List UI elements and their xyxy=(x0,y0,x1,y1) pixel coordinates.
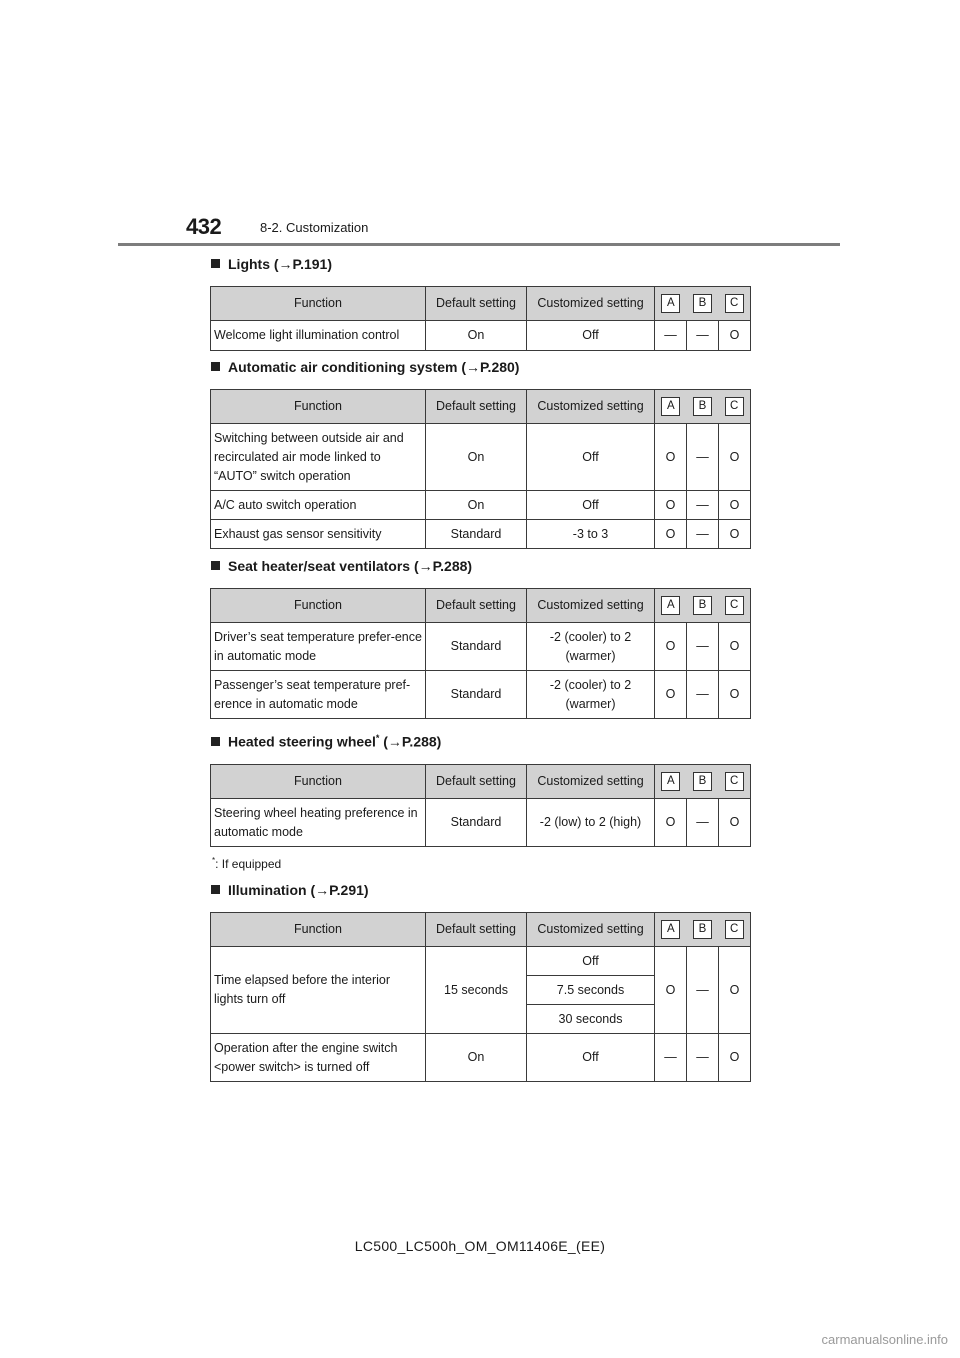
col-default: Default setting xyxy=(426,287,527,321)
cell-a: — xyxy=(655,321,687,351)
cell-function: Driver’s seat temperature prefer-ence in automatic mode xyxy=(211,623,426,671)
bullet-square-icon xyxy=(211,885,220,894)
cell-c: O xyxy=(719,1034,751,1082)
cell-customized: -3 to 3 xyxy=(527,520,655,549)
bullet-square-icon xyxy=(211,259,220,268)
cell-function: A/C auto switch operation xyxy=(211,491,426,520)
cell-customized-option: 30 seconds xyxy=(527,1005,655,1034)
table-row xyxy=(211,321,751,351)
table-row xyxy=(211,1034,751,1082)
cell-c: O xyxy=(719,671,751,719)
table-row xyxy=(211,947,751,976)
col-customized: Customized setting xyxy=(527,589,655,623)
cell-customized: Off xyxy=(527,1034,655,1082)
cell-function: Welcome light illumination control xyxy=(211,321,426,351)
letter-b-icon: B xyxy=(693,294,712,313)
cell-default: Standard xyxy=(426,671,527,719)
col-function: Function xyxy=(211,390,426,424)
cell-b: — xyxy=(687,1034,719,1082)
col-abc xyxy=(655,765,751,799)
table-header-row xyxy=(211,913,751,947)
col-customized: Customized setting xyxy=(527,287,655,321)
cell-c: O xyxy=(719,799,751,847)
letter-a-icon: A xyxy=(661,397,680,416)
table-header-row xyxy=(211,765,751,799)
letter-c-icon: C xyxy=(725,397,744,416)
col-default: Default setting xyxy=(426,765,527,799)
cell-customized-option: Off xyxy=(527,947,655,976)
table-row xyxy=(211,491,751,520)
heading-heated-steering-wheel: Heated steering wheel* (→P.288) xyxy=(211,733,441,750)
cell-function: Time elapsed before the interior lights turn off xyxy=(211,947,426,1034)
table-heated-steering-wheel xyxy=(210,764,751,847)
cell-a: O xyxy=(655,623,687,671)
cell-default: On xyxy=(426,424,527,491)
cell-a: O xyxy=(655,799,687,847)
table-row xyxy=(211,520,751,549)
cell-c: O xyxy=(719,321,751,351)
cell-b: — xyxy=(687,491,719,520)
cell-a: — xyxy=(655,1034,687,1082)
cell-default: On xyxy=(426,321,527,351)
col-abc xyxy=(655,287,751,321)
col-function: Function xyxy=(211,913,426,947)
cell-default: Standard xyxy=(426,799,527,847)
section-title: 8-2. Customization xyxy=(260,220,369,235)
cell-b: — xyxy=(687,321,719,351)
letter-a-icon: A xyxy=(661,596,680,615)
letter-c-icon: C xyxy=(725,772,744,791)
col-abc xyxy=(655,589,751,623)
bullet-square-icon xyxy=(211,737,220,746)
letter-a-icon: A xyxy=(661,920,680,939)
table-air-conditioning xyxy=(210,389,751,549)
table-header-row xyxy=(211,390,751,424)
letter-a-icon: A xyxy=(661,294,680,313)
cell-b: — xyxy=(687,671,719,719)
cell-function: Steering wheel heating preference in automatic mode xyxy=(211,799,426,847)
col-abc xyxy=(655,913,751,947)
heading-illumination: Illumination (→P.291) xyxy=(211,882,369,898)
letter-b-icon: B xyxy=(693,772,712,791)
cell-a: O xyxy=(655,424,687,491)
cell-function: Switching between outside air and recirculated air mode linked to “AUTO” switch operation xyxy=(211,424,426,491)
cell-b: — xyxy=(687,520,719,549)
cell-c: O xyxy=(719,424,751,491)
letter-a-icon: A xyxy=(661,772,680,791)
table-header-row xyxy=(211,589,751,623)
cell-b: — xyxy=(687,424,719,491)
document-code: LC500_LC500h_OM_OM11406E_(EE) xyxy=(354,1238,606,1254)
letter-b-icon: B xyxy=(693,596,712,615)
heading-seat-heater: Seat heater/seat ventilators (→P.288) xyxy=(211,558,472,574)
table-row xyxy=(211,799,751,847)
cell-function: Operation after the engine switch <power switch> is turned off xyxy=(211,1034,426,1082)
cell-customized: -2 (cooler) to 2 (warmer) xyxy=(527,671,655,719)
cell-default: Standard xyxy=(426,623,527,671)
cell-default: On xyxy=(426,491,527,520)
bullet-square-icon xyxy=(211,561,220,570)
letter-b-icon: B xyxy=(693,920,712,939)
letter-c-icon: C xyxy=(725,920,744,939)
col-function: Function xyxy=(211,589,426,623)
footnote-mark: * xyxy=(375,733,380,743)
cell-c: O xyxy=(719,947,751,1034)
footnote-mark: * xyxy=(212,856,216,865)
cell-a: O xyxy=(655,671,687,719)
col-customized: Customized setting xyxy=(527,913,655,947)
cell-customized: -2 (cooler) to 2 (warmer) xyxy=(527,623,655,671)
col-default: Default setting xyxy=(426,589,527,623)
cell-customized: Off xyxy=(527,321,655,351)
heading-air-conditioning: Automatic air conditioning system (→P.280) xyxy=(211,359,519,375)
cell-c: O xyxy=(719,491,751,520)
cell-b: — xyxy=(687,947,719,1034)
col-default: Default setting xyxy=(426,390,527,424)
cell-default: On xyxy=(426,1034,527,1082)
cell-function: Passenger’s seat temperature pref-erence in automatic mode xyxy=(211,671,426,719)
table-illumination xyxy=(210,912,751,1082)
table-row xyxy=(211,424,751,491)
cell-function: Exhaust gas sensor sensitivity xyxy=(211,520,426,549)
cell-b: — xyxy=(687,799,719,847)
cell-customized-option: 7.5 seconds xyxy=(527,976,655,1005)
col-customized: Customized setting xyxy=(527,765,655,799)
page-number: 432 xyxy=(186,214,222,239)
heading-lights: Lights (→P.191) xyxy=(211,256,332,272)
table-row xyxy=(211,623,751,671)
cell-customized: Off xyxy=(527,424,655,491)
table-row xyxy=(211,671,751,719)
table-header-row xyxy=(211,287,751,321)
cell-customized: -2 (low) to 2 (high) xyxy=(527,799,655,847)
cell-a: O xyxy=(655,491,687,520)
cell-c: O xyxy=(719,520,751,549)
col-function: Function xyxy=(211,287,426,321)
cell-b: — xyxy=(687,623,719,671)
col-function: Function xyxy=(211,765,426,799)
col-default: Default setting xyxy=(426,913,527,947)
cell-a: O xyxy=(655,520,687,549)
letter-c-icon: C xyxy=(725,294,744,313)
cell-c: O xyxy=(719,623,751,671)
table-lights xyxy=(210,286,751,351)
cell-a: O xyxy=(655,947,687,1034)
bullet-square-icon xyxy=(211,362,220,371)
letter-c-icon: C xyxy=(725,596,744,615)
cell-customized: Off xyxy=(527,491,655,520)
footnote: *: If equipped xyxy=(212,856,282,871)
letter-b-icon: B xyxy=(693,397,712,416)
col-abc xyxy=(655,390,751,424)
cell-default: 15 seconds xyxy=(426,947,527,1034)
cell-default: Standard xyxy=(426,520,527,549)
watermark: carmanualsonline.info xyxy=(821,1332,948,1347)
header-rule xyxy=(118,243,840,246)
col-customized: Customized setting xyxy=(527,390,655,424)
table-seat-heater xyxy=(210,588,751,719)
